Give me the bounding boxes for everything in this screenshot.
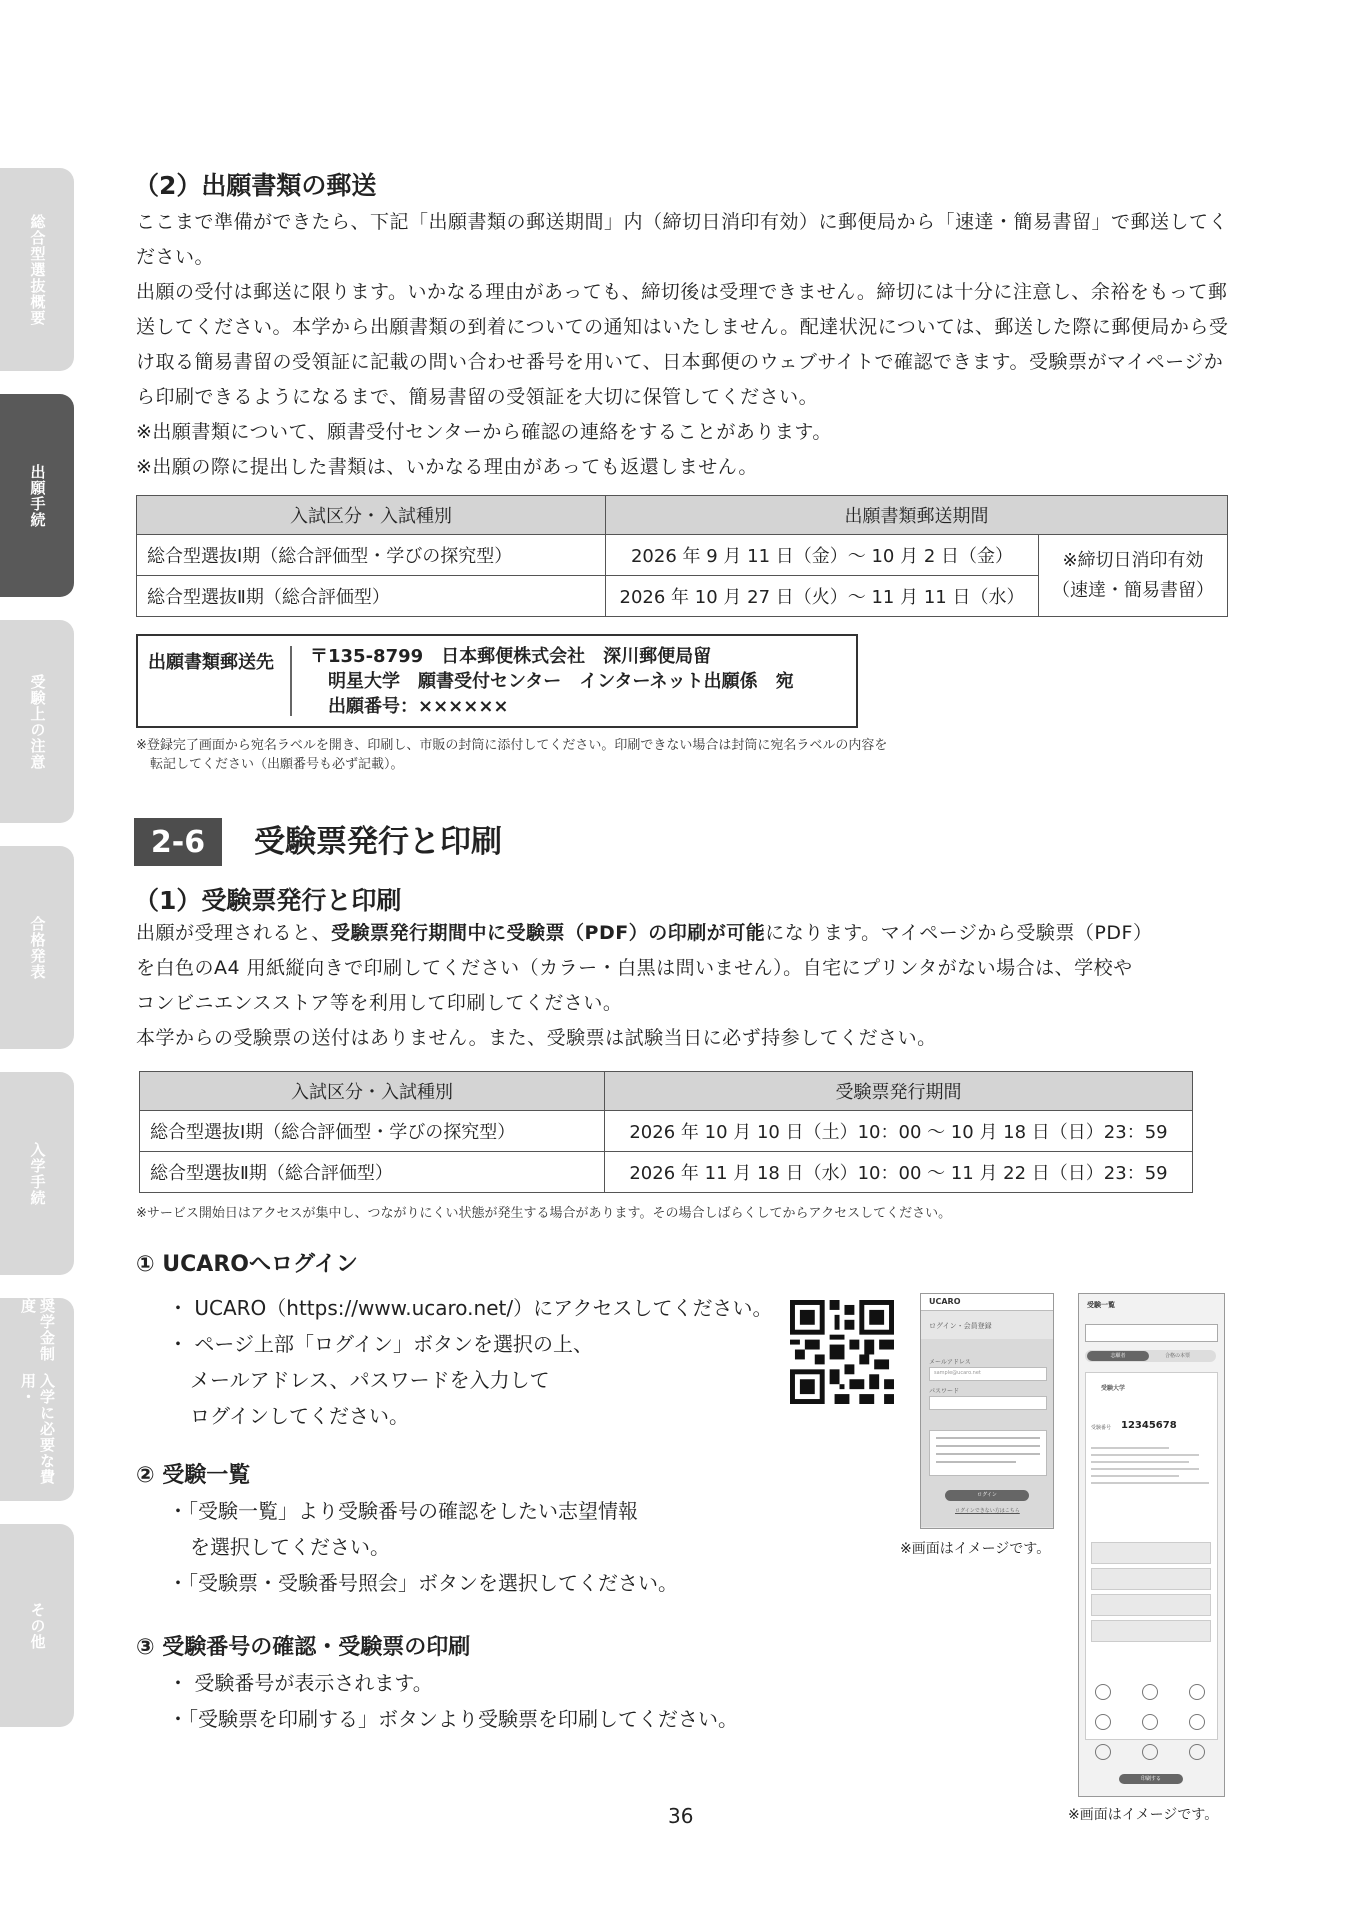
mail-paragraph: ここまで準備ができたら、下記「出願書類の郵送期間」内（締切日消印有効）に郵便局から「速達・簡易書留」で郵送してください。 <box>136 211 1229 268</box>
mock2-details <box>1091 1442 1209 1489</box>
list-item-cont: メールアドレス、パスワードを入力して <box>190 1368 550 1392</box>
mock-forgot-link[interactable]: ログインできない方はこちら <box>955 1508 1020 1514</box>
mock2-print-button[interactable]: 印刷する <box>1119 1774 1183 1784</box>
table-cell: 2026 年 11 月 18 日（水）10：00 ～ 11 月 22 日（日）23：59 <box>605 1152 1193 1193</box>
mail-note: ※出願書類について、願書受付センターから確認の連絡をすることがあります。 <box>136 421 832 443</box>
side-tab-label: 総合型選抜概要 <box>28 213 47 326</box>
mock-password-input[interactable] <box>929 1396 1047 1410</box>
page-number: 36 <box>668 1804 694 1828</box>
table-cell: 総合型選抜Ⅱ期（総合評価型） <box>140 1152 605 1193</box>
side-tab-label: 出願手続 <box>28 463 47 528</box>
address-lines: 〒135-8799 日本郵便株式会社 深川郵便局留 明星大学 願書受付センター インターネット出願係 宛 出願番号：×××××× <box>310 646 794 717</box>
table-row <box>140 1152 1193 1193</box>
ticket-paragraph: を白色のA4 用紙縦向きで印刷してください（カラー・白黒は問いません）。自宅にプリンタがない場合は、学校や <box>136 957 1133 979</box>
table-header: 出願書類郵送期間 <box>606 496 1228 535</box>
side-tab-costs[interactable] <box>0 1298 74 1501</box>
table-cell: 2026 年 10 月 10 日（土）10：00 ～ 10 月 18 日（日）23：59 <box>605 1111 1193 1152</box>
mock-password-label: パスワード <box>929 1388 960 1395</box>
ticket-paragraph: 出願が受理されると、受験票発行期間中に受験票（PDF）の印刷が可能になります。マイページから受験票（PDF） <box>136 922 1153 944</box>
step-title: ② 受験一覧 <box>136 1463 251 1488</box>
mock2-univ: 受験大学 <box>1101 1385 1126 1392</box>
exam-list-screen-mockup <box>1078 1293 1225 1797</box>
mock2-tabs <box>1085 1350 1216 1362</box>
ticket-paragraph: 本学からの受験票の送付はありません。また、受験票は試験当日に必ず持参してください。 <box>136 1027 937 1049</box>
list-item: ・「受験票を印刷する」ボタンより受験票を印刷してください。 <box>168 1707 738 1731</box>
mock-header <box>921 1294 1053 1311</box>
ticket-body <box>136 916 1246 1056</box>
step-3 <box>136 1630 470 1661</box>
side-tab-overview[interactable] <box>0 168 74 371</box>
address-divider <box>290 646 292 716</box>
table-cell: 総合型選抜Ⅱ期（総合評価型） <box>137 576 606 617</box>
list-item: ・「受験一覧」より受験番号の確認をしたい志望情報 <box>168 1499 638 1523</box>
side-tab-label: 入学に必要な費用・ 奨学金制度 <box>19 1298 56 1486</box>
ucaro-logo: UCARO <box>929 1297 961 1306</box>
table-header: 受験票発行期間 <box>605 1072 1193 1111</box>
step-1 <box>136 1247 358 1278</box>
mock-login-button[interactable]: ログイン <box>945 1490 1029 1501</box>
mail-heading: （2）出願書類の郵送 <box>134 171 377 200</box>
side-tab-results[interactable] <box>0 846 74 1049</box>
step-1-bullets <box>168 1290 772 1434</box>
screen1-caption: ※画面はイメージです。 <box>900 1541 1051 1557</box>
table-header: 入試区分・入試種別 <box>137 496 606 535</box>
table-cell: 総合型選抜Ⅰ期（総合評価型・学びの探究型） <box>140 1111 605 1152</box>
ticket-paragraph: コンビニエンスストア等を利用して印刷してください。 <box>136 992 623 1014</box>
mock-email-input[interactable]: sample@ucaro.net <box>929 1367 1047 1381</box>
mail-note: ※出願の際に提出した書類は、いかなる理由があっても返還しません。 <box>136 456 758 478</box>
list-item: ・ UCARO（https://www.ucaro.net/）にアクセスしてください。 <box>168 1296 773 1320</box>
side-tab-label: 入学手続 <box>28 1141 47 1206</box>
address-note: ※登録完了画面から宛名ラベルを開き、印刷し、市販の封筒に添付してください。印刷できない場合は封筒に宛名ラベルの内容を 転記してください（出願番号も必ず記載）。 <box>136 738 888 772</box>
section-title: 受験票発行と印刷 <box>254 824 502 860</box>
step-title: ③ 受験番号の確認・受験票の印刷 <box>136 1635 471 1660</box>
mock-title: ログイン・会員登録 <box>929 1322 992 1330</box>
mock2-icon-grid <box>1095 1684 1205 1760</box>
step-2 <box>136 1458 250 1489</box>
side-tab-label: その他 <box>28 1601 47 1650</box>
mock2-tab[interactable]: 合格の本票 <box>1165 1353 1191 1359</box>
side-tab-exam-notes[interactable] <box>0 620 74 823</box>
table-row <box>140 1111 1193 1152</box>
ticket-heading: （1）受験票発行と印刷 <box>134 886 402 915</box>
mock2-exam-label: 受験番号 <box>1091 1425 1112 1431</box>
step-2-bullets <box>168 1493 678 1601</box>
mail-paragraph: 出願の受付は郵送に限ります。いかなる理由があっても、締切後は受理できません。締切には十分に注意し、余裕をもって郵送してください。本学から出願書類の到着についての通知はいたしません。配達状況については、郵送した際に郵便局から受け取る簡易書留の受領証に記載の問い合わせ番号を用いて、日本郵便のウェブサイトで確認できます。受験票がマイページから印刷できるようになるまで、簡易書留の受領証を大切に保管してください。 <box>136 281 1229 408</box>
list-item-cont: を選択してください。 <box>190 1535 390 1559</box>
mail-period-table <box>136 495 1228 617</box>
screen2-caption: ※画面はイメージです。 <box>1068 1807 1219 1823</box>
step-3-bullets <box>168 1665 738 1737</box>
address-label: 出願書類郵送先 <box>148 652 274 673</box>
side-tab-application[interactable] <box>0 394 74 597</box>
mock2-title: 受験一覧 <box>1087 1301 1115 1309</box>
side-tab-label: 受験上の注意 <box>28 673 47 770</box>
mock2-tab-active[interactable]: 志願者 <box>1087 1351 1149 1361</box>
mock-email-label: メールアドレス <box>929 1359 971 1366</box>
table-cell: 2026 年 10 月 27 日（火）～ 11 月 11 日（水） <box>606 576 1039 617</box>
ticket-period-table <box>139 1071 1193 1193</box>
qr-code-icon[interactable] <box>790 1300 894 1404</box>
step-title: ① UCAROへログイン <box>136 1252 358 1277</box>
mail-address-box <box>136 634 858 728</box>
mail-body <box>136 205 1232 485</box>
side-tab-enrollment[interactable] <box>0 1072 74 1275</box>
list-item: ・ 受験番号が表示されます。 <box>168 1671 433 1695</box>
mock2-exam-number: 12345678 <box>1121 1420 1177 1431</box>
mock2-alert <box>1085 1324 1218 1342</box>
list-item: ・ ページ上部「ログイン」ボタンを選択の上、 <box>168 1332 593 1356</box>
mock2-schedule-list <box>1091 1542 1211 1642</box>
table-header: 入試区分・入試種別 <box>140 1072 605 1111</box>
side-tab-other[interactable] <box>0 1524 74 1727</box>
list-item-cont: ログインしてください。 <box>190 1404 409 1428</box>
section-number-badge: 2-6 <box>134 818 222 866</box>
table-cell: 2026 年 9 月 11 日（金）～ 10 月 2 日（金） <box>606 535 1039 576</box>
table-row <box>137 535 1228 576</box>
table-cell: 総合型選抜Ⅰ期（総合評価型・学びの探究型） <box>137 535 606 576</box>
table-cell-note: ※締切日消印有効 （速達・簡易書留） <box>1039 535 1228 617</box>
ticket-table-note: ※サービス開始日はアクセスが集中し、つながりにくい状態が発生する場合があります。その場合しばらくしてからアクセスしてください。 <box>136 1206 952 1221</box>
list-item: ・「受験票・受験番号照会」ボタンを選択してください。 <box>168 1571 678 1595</box>
login-screen-mockup <box>920 1293 1054 1529</box>
side-tab-label: 合格発表 <box>28 915 47 980</box>
mock-notice-box <box>929 1430 1047 1476</box>
